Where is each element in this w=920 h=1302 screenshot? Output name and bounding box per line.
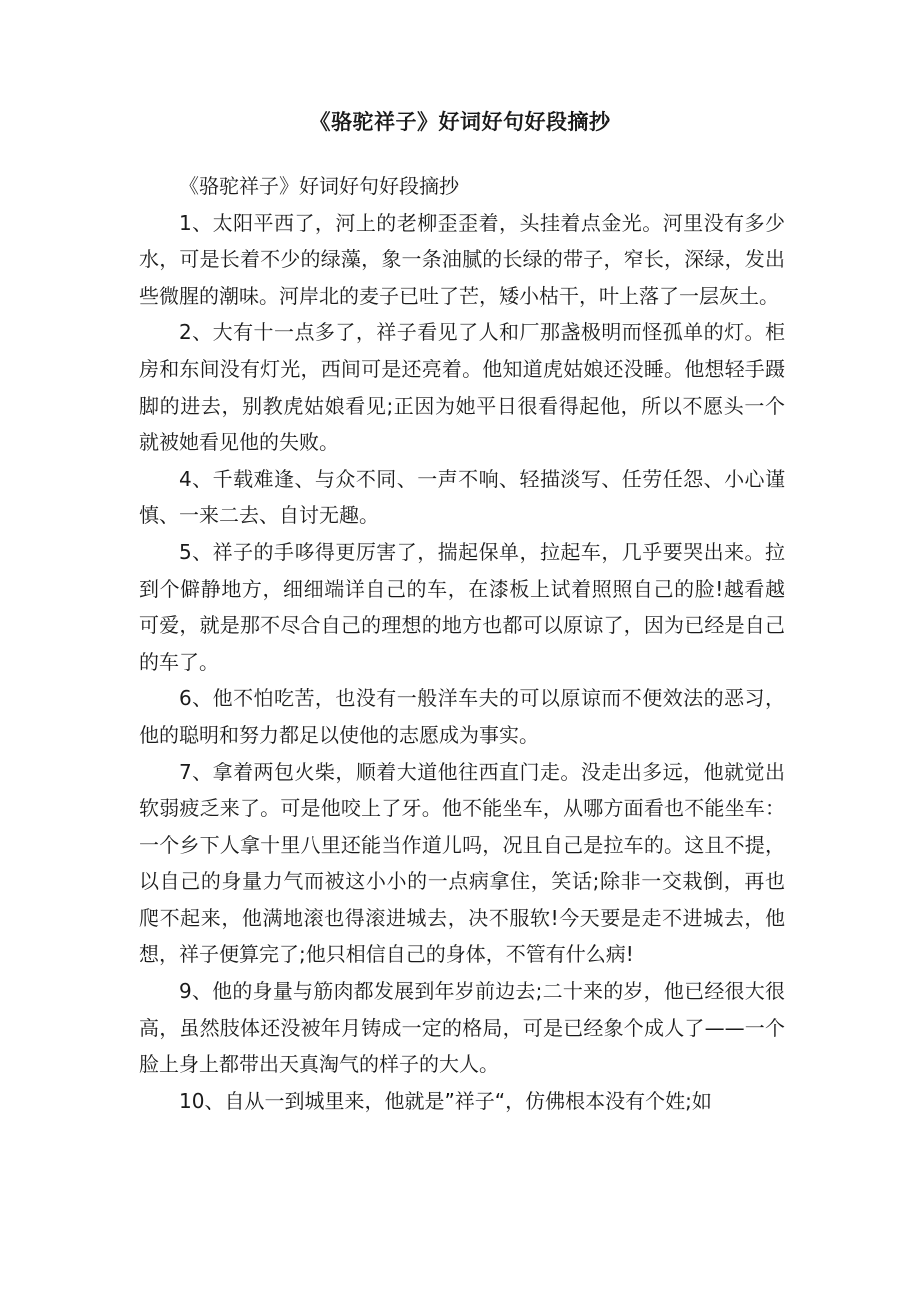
paragraph-10: 10、自从一到城里来，他就是”祥子“，仿佛根本没有个姓;如 <box>179 1088 712 1113</box>
paragraph-2: 2、大有十一点多了，祥子看见了人和厂那盏极明而怪孤单的灯。柜房和东间没有灯光，西间可是还亮着。他知道虎姑娘还没睡。他想轻手蹑脚的进去，别教虎姑娘看见;正因为她平日很看得起他，所以不愿头一个就被她看见他的失败。 <box>139 320 785 455</box>
document-subtitle: 《骆驼祥子》好词好句好段摘抄 <box>179 174 459 198</box>
paragraph-7: 7、拿着两包火柴，顺着大道他往西直门走。没走出多远，他就觉出软弱疲乏来了。可是他咬上了牙。他不能坐车，从哪方面看也不能坐车：一个乡下人拿十里八里还能当作道儿吗，况且自己是拉车的。这且不提，以自己的身量力气而被这小小的一点病拿住，笑话;除非一交栽倒，再也爬不起来，他满地滚也得滚进城去，决不服软!今天要是走不进城去，他想，祥子便算完了;他只相信自己的身体，不管有什么病! <box>139 759 785 967</box>
document-title: 《骆驼祥子》好词好句好段摘抄 <box>309 110 611 134</box>
document-body <box>139 168 785 1119</box>
paragraph-5: 5、祥子的手哆得更厉害了，揣起保单，拉起车，几乎要哭出来。拉到个僻静地方，细细端详自己的车，在漆板上试着照照自己的脸!越看越可爱，就是那不尽合自己的理想的地方也都可以原谅了，因为已经是自己的车了。 <box>139 539 785 674</box>
paragraph-9: 9、他的身量与筋肉都发展到年岁前边去;二十来的岁，他已经很大很高，虽然肢体还没被年月铸成一定的格局，可是已经象个成人了——一个脸上身上都带出天真淘气的样子的大人。 <box>139 979 785 1077</box>
paragraph-1: 1、太阳平西了，河上的老柳歪歪着，头挂着点金光。河里没有多少水，可是长着不少的绿藻，象一条油腻的长绿的带子，窄长，深绿，发出些微腥的潮味。河岸北的麦子已吐了芒，矮小枯干，叶上落了一层灰土。 <box>139 210 785 308</box>
paragraph-4: 4、千载难逢、与众不同、一声不响、轻描淡写、任劳任怨、小心谨慎、一来二去、自讨无趣。 <box>139 466 785 528</box>
paragraph-6: 6、他不怕吃苦，也没有一般洋车夫的可以原谅而不便效法的恶习，他的聪明和努力都足以使他的志愿成为事实。 <box>139 686 785 747</box>
